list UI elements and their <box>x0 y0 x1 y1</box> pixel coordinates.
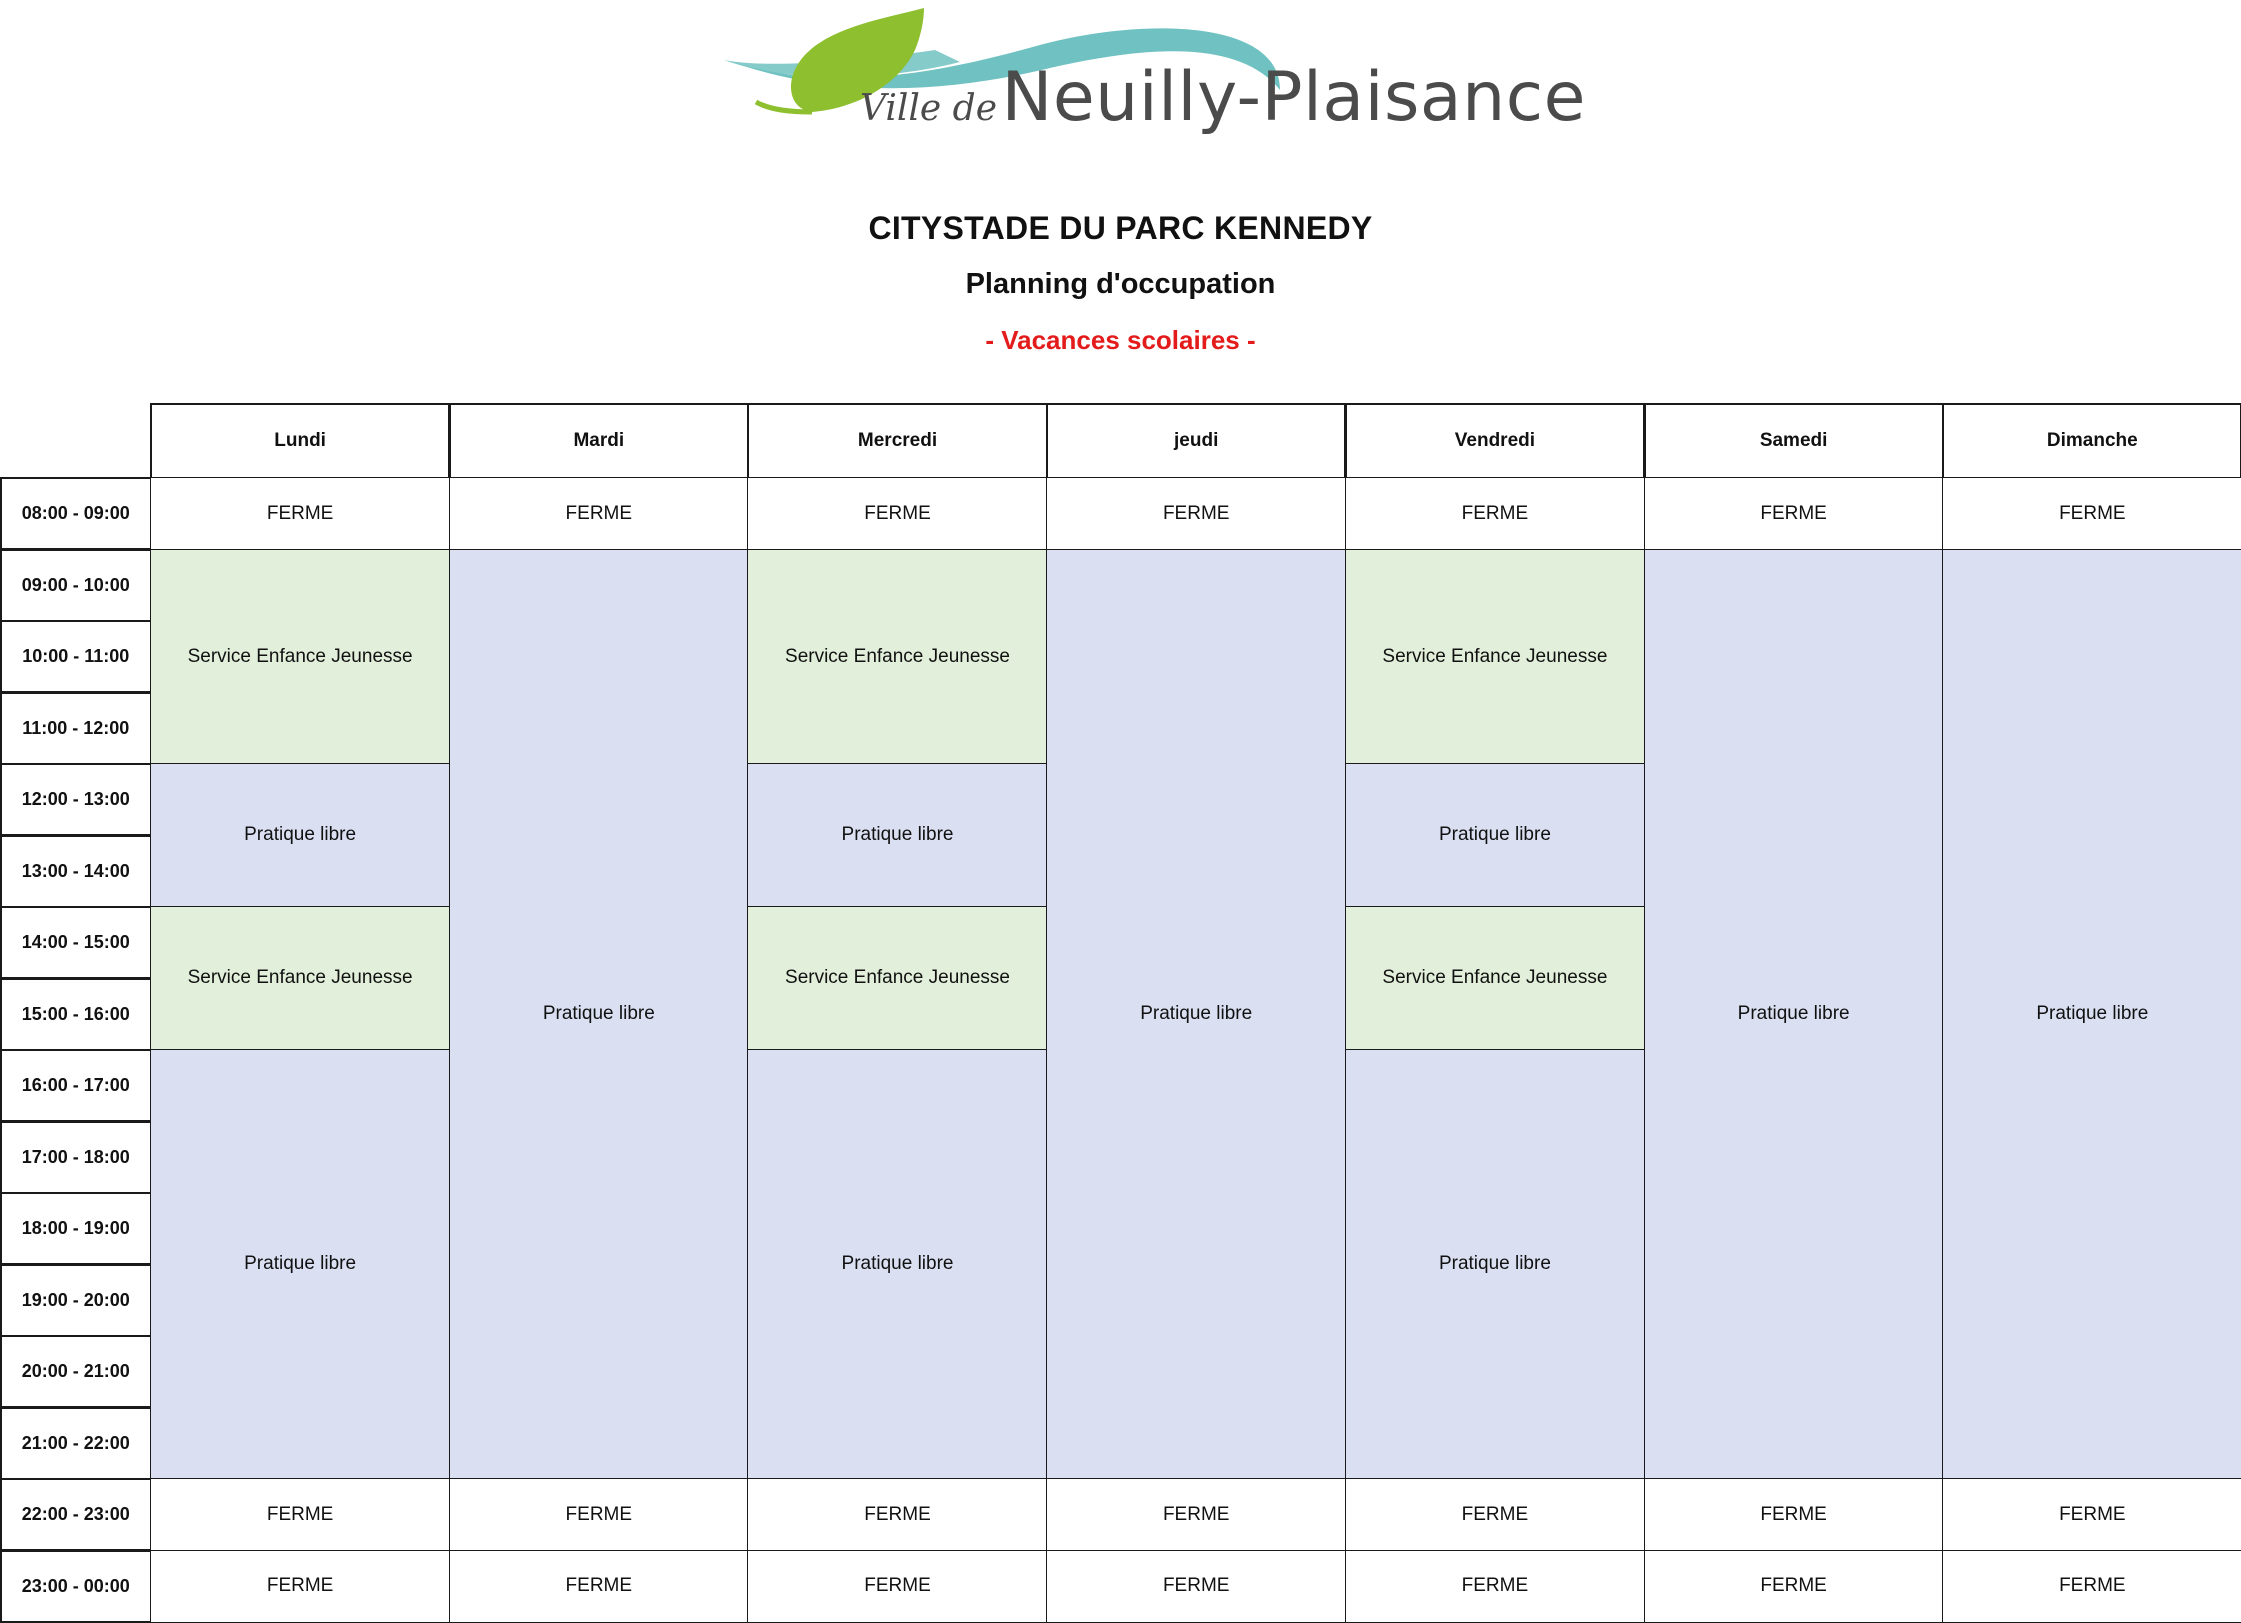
schedule-block: FERME <box>1345 1550 1645 1623</box>
schedule-block: FERME <box>747 477 1047 550</box>
schedule-block: Service Enfance Jeunesse <box>747 906 1047 1051</box>
schedule-block: Pratique libre <box>150 763 450 908</box>
page-title: CITYSTADE DU PARC KENNEDY <box>868 210 1373 246</box>
period-label: - Vacances scolaires - <box>985 325 1256 355</box>
schedule-block: FERME <box>449 1550 749 1623</box>
table-corner <box>0 403 152 479</box>
time-slot-label: 14:00 - 15:00 <box>0 906 152 979</box>
time-slot-label: 12:00 - 13:00 <box>0 763 152 836</box>
schedule-block: Service Enfance Jeunesse <box>150 549 450 765</box>
schedule-block: FERME <box>449 1478 749 1551</box>
schedule-block: FERME <box>1345 1478 1645 1551</box>
time-slot-label: 18:00 - 19:00 <box>0 1192 152 1265</box>
schedule-block: Pratique libre <box>1046 549 1346 1480</box>
schedule-block: FERME <box>747 1550 1047 1623</box>
schedule-block: FERME <box>1046 1550 1346 1623</box>
time-slot-label: 13:00 - 14:00 <box>0 835 152 908</box>
schedule-block: Pratique libre <box>1644 549 1944 1480</box>
schedule-block: FERME <box>1046 477 1346 550</box>
page-subtitle: Planning d'occupation <box>965 268 1276 300</box>
time-slot-label: 22:00 - 23:00 <box>0 1478 152 1551</box>
schedule-block: Pratique libre <box>449 549 749 1480</box>
time-slot-label: 10:00 - 11:00 <box>0 620 152 693</box>
schedule-block: FERME <box>1942 1478 2241 1551</box>
day-header: Samedi <box>1644 403 1944 479</box>
schedule-block: FERME <box>150 1550 450 1623</box>
schedule-block: FERME <box>1046 1478 1346 1551</box>
schedule-block: Service Enfance Jeunesse <box>747 549 1047 765</box>
schedule-block: FERME <box>1644 1550 1944 1623</box>
schedule-block: Pratique libre <box>150 1049 450 1480</box>
day-header: Mercredi <box>747 403 1047 479</box>
schedule-block: Pratique libre <box>747 763 1047 908</box>
schedule-block: FERME <box>150 477 450 550</box>
schedule-block: Pratique libre <box>1942 549 2241 1480</box>
schedule-block: FERME <box>449 477 749 550</box>
time-slot-label: 19:00 - 20:00 <box>0 1264 152 1337</box>
schedule-block: FERME <box>1644 477 1944 550</box>
time-slot-label: 09:00 - 10:00 <box>0 549 152 622</box>
schedule-block: Pratique libre <box>747 1049 1047 1480</box>
time-slot-label: 16:00 - 17:00 <box>0 1049 152 1122</box>
schedule-block: FERME <box>1942 1550 2241 1623</box>
schedule-block: FERME <box>1345 477 1645 550</box>
schedule-block: Pratique libre <box>1345 1049 1645 1480</box>
time-slot-label: 08:00 - 09:00 <box>0 477 152 550</box>
schedule-block: FERME <box>1644 1478 1944 1551</box>
logo-text <box>860 58 1586 137</box>
time-slot-label: 17:00 - 18:00 <box>0 1121 152 1194</box>
schedule-table <box>0 403 2241 1621</box>
time-slot-label: 20:00 - 21:00 <box>0 1335 152 1408</box>
schedule-block: Service Enfance Jeunesse <box>1345 549 1645 765</box>
day-header: Dimanche <box>1942 403 2241 479</box>
time-slot-label: 11:00 - 12:00 <box>0 692 152 765</box>
day-header: Vendredi <box>1345 403 1645 479</box>
schedule-block: FERME <box>747 1478 1047 1551</box>
schedule-block: Pratique libre <box>1345 763 1645 908</box>
schedule-block: FERME <box>150 1478 450 1551</box>
day-header: Mardi <box>449 403 749 479</box>
city-logo <box>720 0 1586 160</box>
time-slot-label: 21:00 - 22:00 <box>0 1407 152 1480</box>
time-slot-label: 23:00 - 00:00 <box>0 1550 152 1623</box>
day-header: Lundi <box>150 403 450 479</box>
time-slot-label: 15:00 - 16:00 <box>0 978 152 1051</box>
page-titles <box>0 200 2241 368</box>
logo-name-text: Neuilly-Plaisance <box>1001 58 1586 137</box>
schedule-block: FERME <box>1942 477 2241 550</box>
logo-ville-text: Ville de <box>860 88 998 129</box>
schedule-block: Service Enfance Jeunesse <box>1345 906 1645 1051</box>
schedule-block: Service Enfance Jeunesse <box>150 906 450 1051</box>
day-header: jeudi <box>1046 403 1346 479</box>
